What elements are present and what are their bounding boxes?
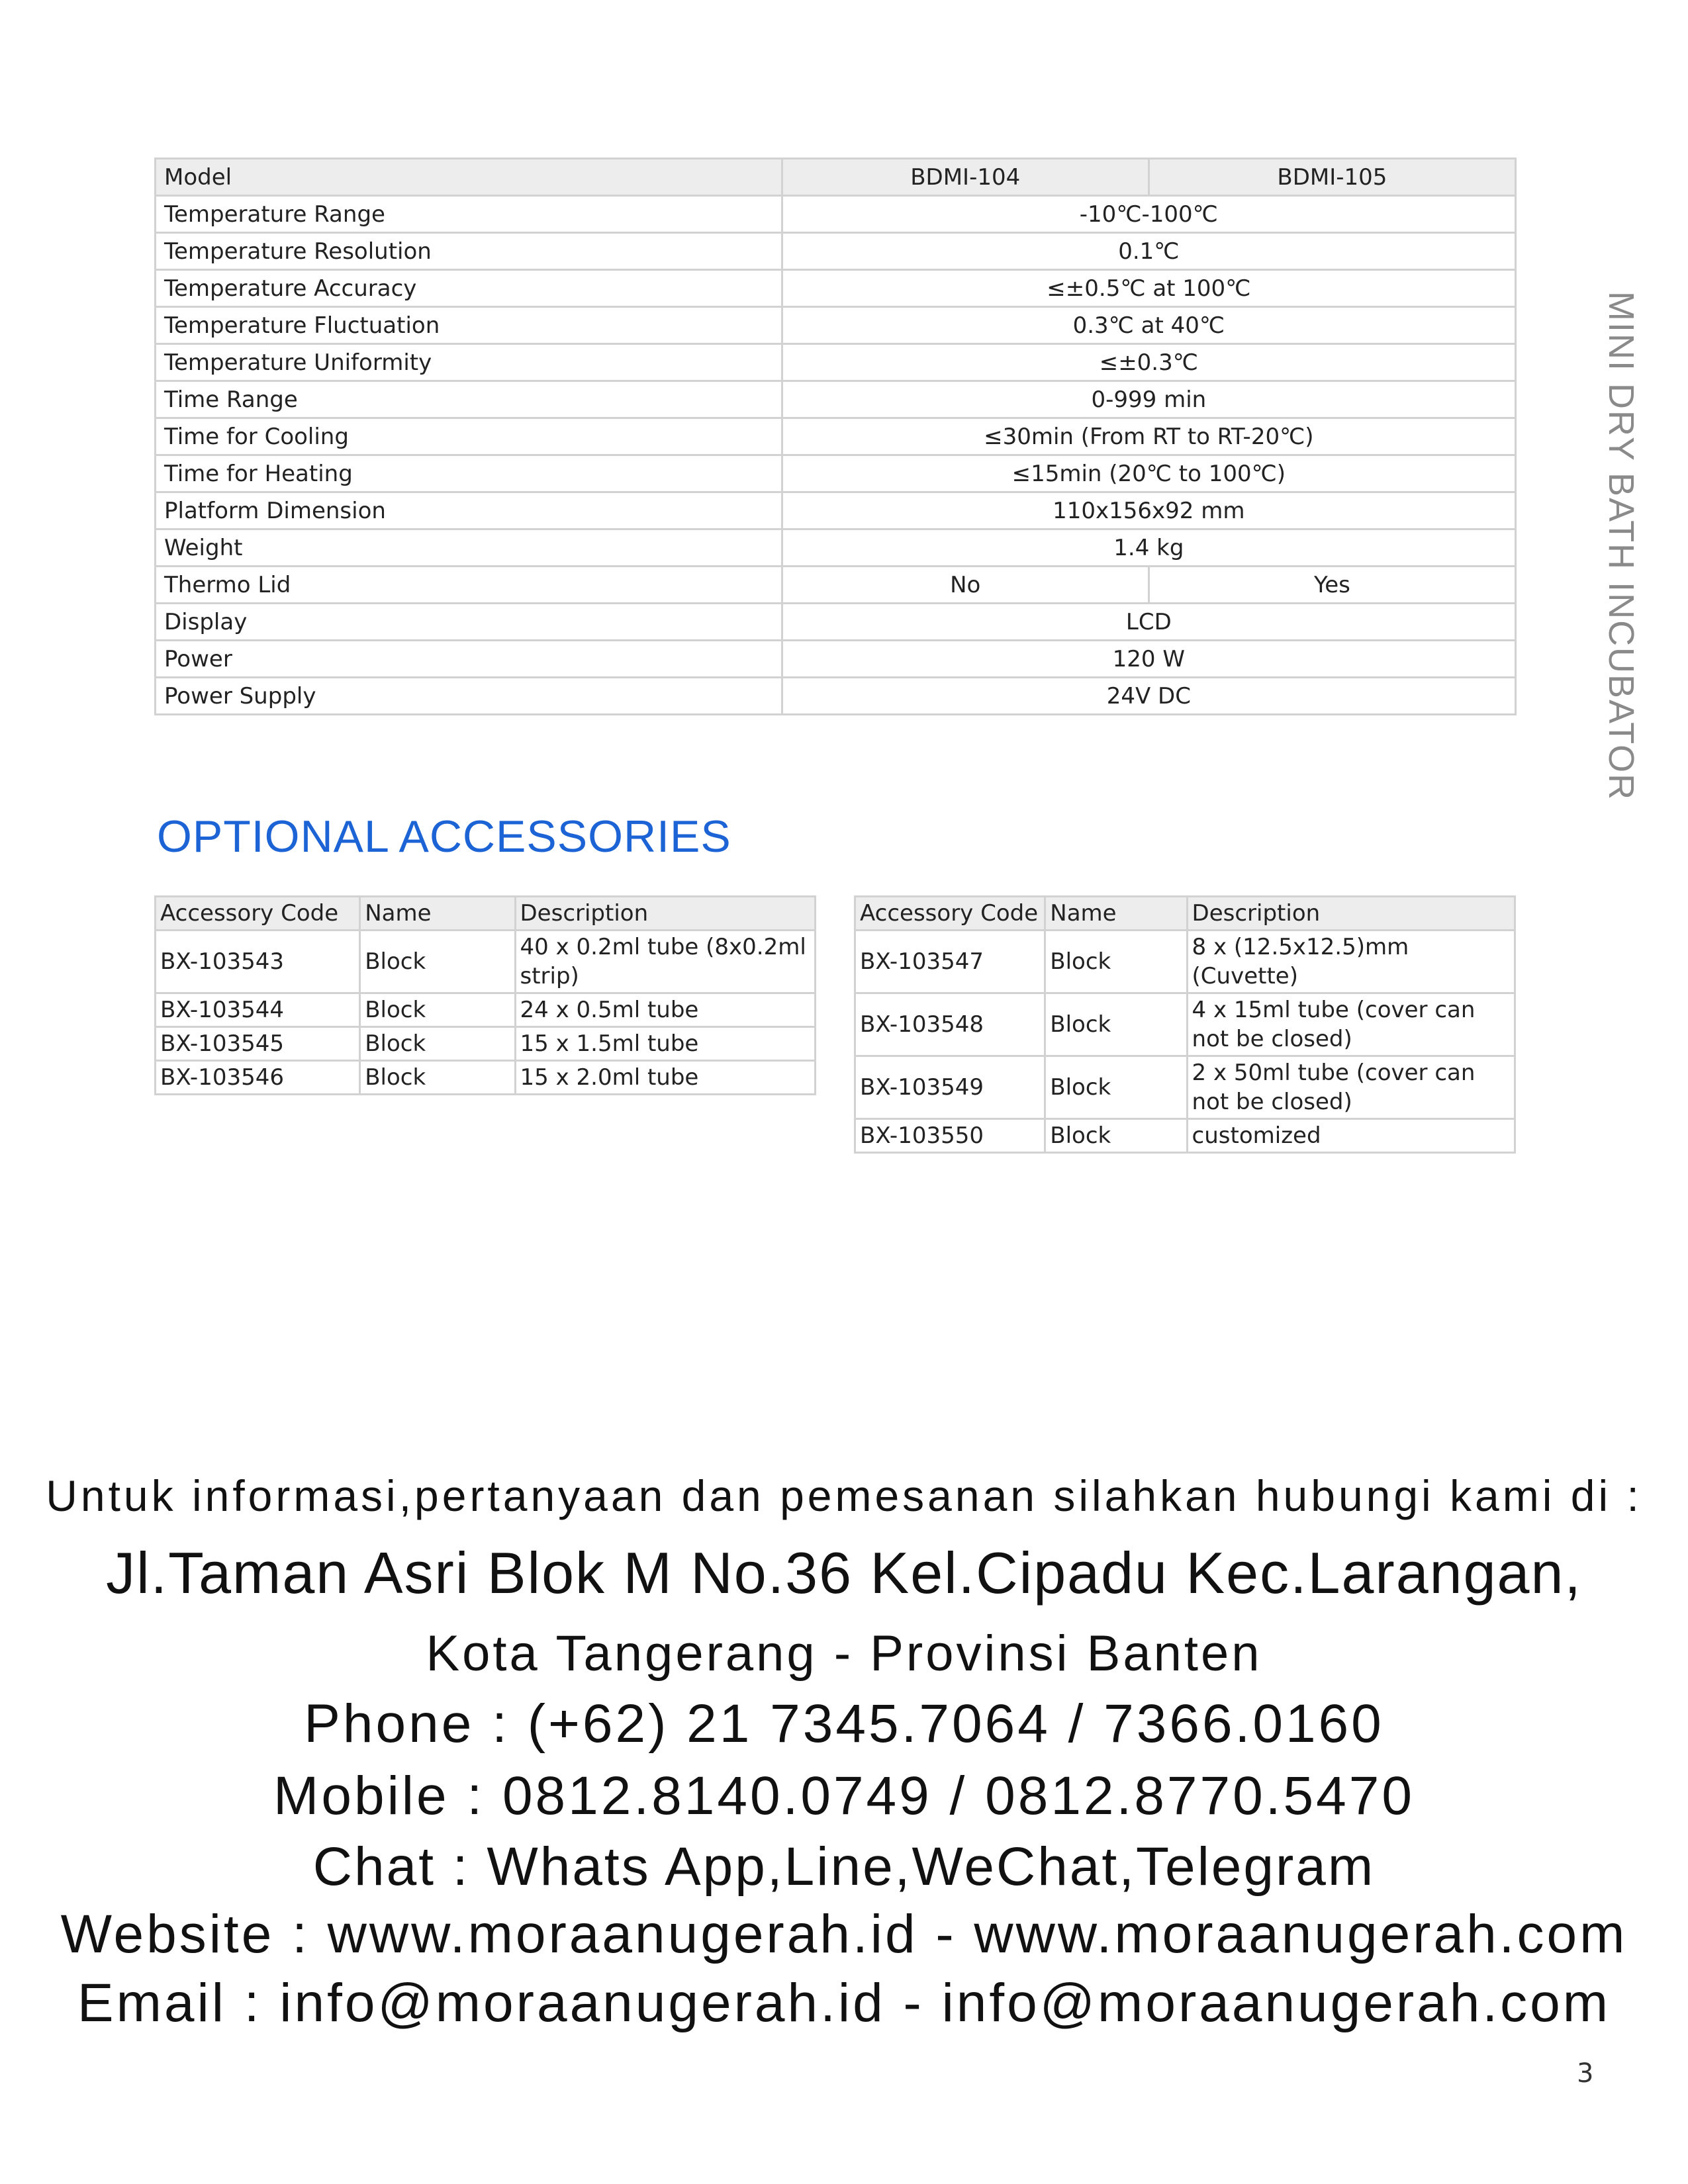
specification-table [154,158,1517,715]
accessories-table-right [854,895,1516,1154]
spec-value: -10℃-100℃ [782,196,1515,233]
contact-address-line-1: Jl.Taman Asri Blok M No.36 Kel.Cipadu Kec.Larangan, [106,1540,1582,1606]
spec-label: Temperature Resolution [156,233,782,270]
table-row [156,931,816,993]
spec-label: Power [156,641,782,678]
spec-row [156,233,1516,270]
spec-label: Power Supply [156,678,782,715]
accessories-heading: OPTIONAL ACCESSORIES [157,811,731,862]
header-description: Description [1187,897,1515,931]
spec-row [156,529,1516,567]
contact-phone: Phone : (+62) 21 7345.7064 / 7366.0160 [304,1694,1384,1754]
spec-label: Thermo Lid [156,567,782,604]
header-accessory-code: Accessory Code [855,897,1045,931]
spec-row [156,567,1516,604]
accessory-code: BX-103544 [156,993,360,1027]
accessory-description: 40 x 0.2ml tube (8x0.2ml strip) [515,931,816,993]
spec-value: 0.3℃ at 40℃ [782,307,1515,344]
spec-value: 24V DC [782,678,1515,715]
contact-website: Website : www.moraanugerah.id - www.moraanugerah.com [60,1904,1628,1964]
spec-row [156,641,1516,678]
header-description: Description [515,897,816,931]
page-number: 3 [1577,2058,1594,2089]
accessory-description: customized [1187,1119,1515,1153]
spec-header-label: Model [156,159,782,196]
spec-value: 120 W [782,641,1515,678]
accessory-code: BX-103545 [156,1027,360,1061]
accessory-code: BX-103548 [855,993,1045,1056]
spec-row [156,381,1516,418]
accessories-header-row [156,897,816,931]
spec-label: Platform Dimension [156,492,782,529]
header-name: Name [360,897,515,931]
accessory-name: Block [360,993,515,1027]
accessory-name: Block [1045,1119,1187,1153]
accessory-code: BX-103543 [156,931,360,993]
spec-value: 1.4 kg [782,529,1515,567]
table-row [855,1119,1515,1153]
spec-value: 0.1℃ [782,233,1515,270]
spec-row [156,455,1516,492]
spec-value: ≤15min (20℃ to 100℃) [782,455,1515,492]
spec-value: 0-999 min [782,381,1515,418]
table-row [855,931,1515,993]
accessory-code: BX-103549 [855,1056,1045,1119]
accessory-code: BX-103546 [156,1061,360,1095]
accessory-description: 8 x (12.5x12.5)mm (Cuvette) [1187,931,1515,993]
accessory-name: Block [360,931,515,993]
accessory-description: 24 x 0.5ml tube [515,993,816,1027]
contact-intro: Untuk informasi,pertanyaan dan pemesanan silahkan hubungi kami di : [46,1471,1642,1520]
spec-label: Display [156,604,782,641]
accessory-name: Block [1045,993,1187,1056]
spec-row [156,492,1516,529]
table-row [156,1027,816,1061]
accessory-code: BX-103550 [855,1119,1045,1153]
accessories-table-left [154,895,816,1095]
contact-mobile: Mobile : 0812.8140.0749 / 0812.8770.5470 [273,1766,1415,1826]
spec-label: Temperature Range [156,196,782,233]
accessory-description: 15 x 2.0ml tube [515,1061,816,1095]
table-row [156,1061,816,1095]
accessory-description: 2 x 50ml tube (cover can not be closed) [1187,1056,1515,1119]
accessory-code: BX-103547 [855,931,1045,993]
spec-row [156,418,1516,455]
contact-chat: Chat : Whats App,Line,WeChat,Telegram [312,1837,1376,1897]
spec-label: Temperature Accuracy [156,270,782,307]
accessory-name: Block [360,1061,515,1095]
side-product-label: MINI DRY BATH INCUBATOR [1601,291,1641,801]
spec-row [156,604,1516,641]
accessory-description: 15 x 1.5ml tube [515,1027,816,1061]
spec-value-model-b: Yes [1149,567,1515,604]
accessory-name: Block [360,1027,515,1061]
spec-value: ≤±0.5℃ at 100℃ [782,270,1515,307]
spec-header-row [156,159,1516,196]
table-row [855,1056,1515,1119]
spec-label: Time for Heating [156,455,782,492]
accessory-name: Block [1045,1056,1187,1119]
spec-label: Temperature Uniformity [156,344,782,381]
spec-label: Time Range [156,381,782,418]
spec-row [156,678,1516,715]
header-accessory-code: Accessory Code [156,897,360,931]
spec-row [156,270,1516,307]
spec-label: Temperature Fluctuation [156,307,782,344]
contact-address-line-2: Kota Tangerang - Provinsi Banten [426,1625,1262,1682]
spec-header-model-a: BDMI-104 [782,159,1149,196]
spec-value: ≤±0.3℃ [782,344,1515,381]
header-name: Name [1045,897,1187,931]
spec-label: Time for Cooling [156,418,782,455]
accessories-header-row [855,897,1515,931]
table-row [156,993,816,1027]
spec-label: Weight [156,529,782,567]
accessory-name: Block [1045,931,1187,993]
contact-email: Email : info@moraanugerah.id - info@moraanugerah.com [77,1973,1611,2033]
spec-row [156,196,1516,233]
accessory-description: 4 x 15ml tube (cover can not be closed) [1187,993,1515,1056]
spec-value: ≤30min (From RT to RT-20℃) [782,418,1515,455]
spec-row [156,344,1516,381]
spec-value: 110x156x92 mm [782,492,1515,529]
spec-row [156,307,1516,344]
spec-header-model-b: BDMI-105 [1149,159,1515,196]
spec-value-model-a: No [782,567,1149,604]
table-row [855,993,1515,1056]
spec-value: LCD [782,604,1515,641]
